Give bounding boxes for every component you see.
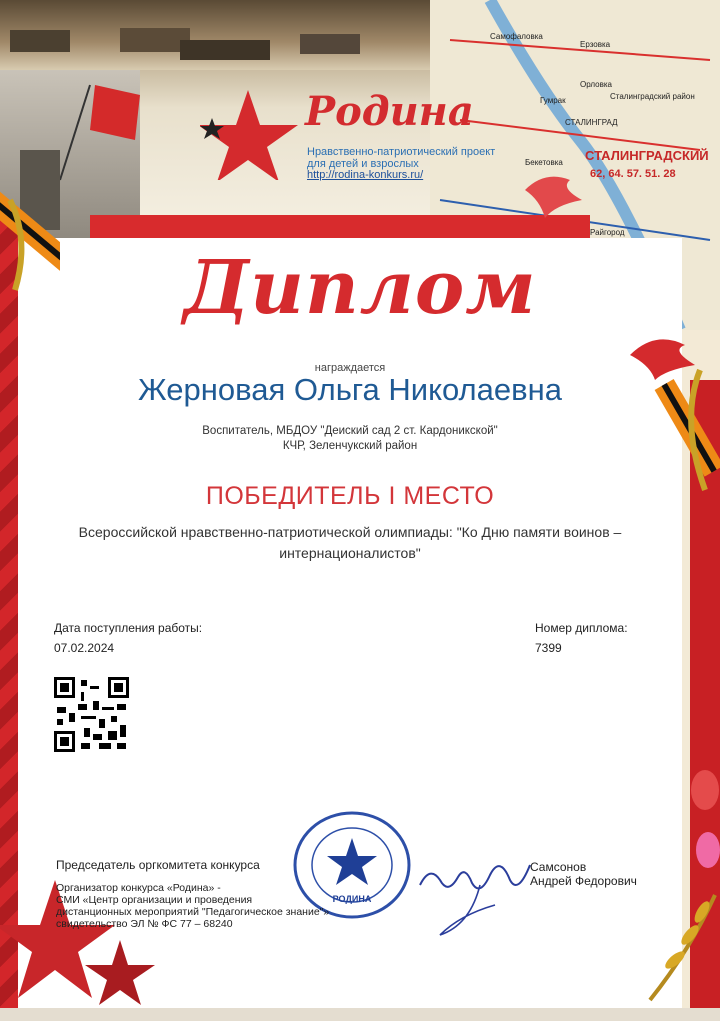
olympiad-line: Всероссийской нравственно-патриотической олимпиады: "Ко Дню памяти воинов –: [78, 524, 622, 540]
qr-code[interactable]: [54, 677, 129, 752]
logo-subtitle-line: Нравственно-патриотический проект: [307, 146, 496, 158]
map-label: СТАЛИНГРАД: [565, 118, 618, 127]
diploma-title: Диплом: [183, 245, 537, 331]
organizer-info: [56, 882, 329, 930]
olympiad-line: интернационалистов": [279, 545, 421, 561]
map-label: Ерзовка: [580, 40, 611, 49]
map-label: Самофаловка: [490, 32, 543, 41]
diploma-number-label: Номер диплома:: [535, 621, 628, 635]
chair-label: Председатель оргкомитета конкурса: [56, 858, 260, 872]
stamp-text: РОДИНА: [332, 894, 372, 904]
stamp-star-icon: [327, 838, 377, 885]
dove-icon: [520, 160, 590, 230]
organizer-line: СМИ «Центр организации и проведения: [56, 894, 253, 906]
organizer-line: свидетельство ЭЛ № ФС 77 – 68240: [56, 918, 233, 930]
recipient-position: Воспитатель, МБДОУ "Деиский сад 2 ст. Кардоникской": [202, 425, 498, 437]
logo-title: Родина: [305, 88, 474, 135]
golden-laurel-branch: [630, 890, 720, 1010]
map-label: Бекетовка: [525, 158, 563, 167]
signer-surname: Самсонов: [530, 860, 587, 874]
logo-subtitle-line: для детей и взрослых: [307, 158, 419, 170]
tanks-illustration: [0, 0, 500, 70]
awarded-label: награждается: [314, 362, 386, 374]
olympiad-description: [18, 522, 682, 564]
diploma-number-value: 7399: [535, 641, 562, 655]
date-label: Дата поступления работы:: [54, 621, 203, 635]
signer-name: [530, 860, 637, 888]
logo-subtitle: [307, 146, 537, 170]
battle-scene-image: [0, 0, 500, 70]
signer-given-names: Андрей Федорович: [530, 874, 637, 888]
map-label: Сталинградский район: [610, 92, 695, 101]
map-label: 62, 64. 57. 51. 28: [590, 168, 676, 180]
rodina-logo: [200, 90, 300, 185]
recipient-name: Жерновая Ольга Николаевна: [138, 372, 562, 407]
tulip-flowers: [690, 760, 720, 890]
handwritten-signature: [410, 835, 540, 945]
map-label: СТАЛИНГРАДСКИЙ: [585, 148, 709, 163]
recipient-location: КЧР, Зеленчукский район: [282, 440, 418, 452]
map-label: Гумрак: [540, 96, 566, 105]
logo-url-link[interactable]: http://rodina-konkurs.ru/: [307, 169, 424, 181]
organizer-line: Организатор конкурса «Родина» -: [56, 882, 221, 894]
map-label: Орловка: [580, 80, 612, 89]
map-label: Райгород: [590, 228, 625, 237]
result-title: ПОБЕДИТЕЛЬ I МЕСТО: [205, 482, 495, 510]
date-value: 07.02.2024: [54, 641, 115, 655]
organizer-line: дистанционных мероприятий "Педагогическое знание"»: [56, 906, 330, 918]
red-flag-icon: [90, 85, 140, 140]
